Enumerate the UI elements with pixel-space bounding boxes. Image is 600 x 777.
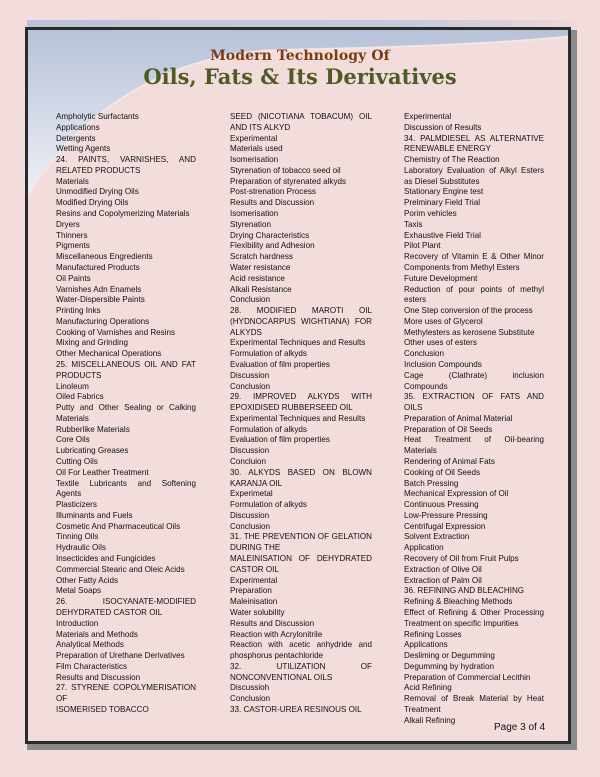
toc-entry: Miscellaneous Engredients xyxy=(56,252,153,262)
toc-entry: Rubberlike Materials xyxy=(56,424,130,434)
toc-entry: Conclusion xyxy=(230,521,271,531)
toc-entry: Application xyxy=(404,543,444,553)
toc-entry: Preparation of Commercial Lecithin xyxy=(404,672,531,682)
toc-entry: Insecticides and Fungicides xyxy=(56,554,156,564)
toc-entry: Results and Discussion xyxy=(56,672,141,682)
toc-entry: Stationary Engine test xyxy=(404,187,484,197)
toc-entry: Isomerisation xyxy=(230,209,279,219)
toc-entry: DEHYDRATED CASTOR OIL xyxy=(56,607,163,617)
toc-column-3 xyxy=(404,112,544,727)
toc-entry: Experimental Techniques and Results xyxy=(230,413,366,423)
toc-entry: Treatment on specific Impurities xyxy=(404,618,519,628)
toc-entry: Formulation of alkyds xyxy=(230,349,307,359)
toc-entry: Alkali Refining xyxy=(404,715,456,725)
toc-entry: Preparation of styrenated alkyds xyxy=(230,176,347,186)
toc-entry: Formulation of alkyds xyxy=(230,424,307,434)
toc-entry: Maleinisation xyxy=(230,597,278,607)
toc-entry: Refining & Bleaching Methods xyxy=(404,597,513,607)
toc-entry: Styrenation xyxy=(230,219,271,229)
toc-entry: Low-Pressure Pressing xyxy=(404,510,488,520)
toc-entry: Evaluation of film properties xyxy=(230,435,330,445)
toc-entry: 35. EXTRACTION OF FATS AND OILS xyxy=(404,392,544,413)
toc-entry: Other Fatty Acids xyxy=(56,575,119,585)
toc-entry: 32. UTILIZATION OF xyxy=(230,661,372,671)
toc-entry: Unmodified Drying Oils xyxy=(56,187,139,197)
toc-entry: Applications xyxy=(56,122,100,132)
toc-entry: Conclusion xyxy=(230,295,271,305)
toc-entry: Ampholytic Surfactants xyxy=(56,112,139,121)
toc-entry: Treatment xyxy=(404,704,441,714)
toc-entry: Modified Drying Oils xyxy=(56,198,129,208)
toc-entry: Formulation of alkyds xyxy=(230,500,307,510)
toc-entry: Degumming by hydration xyxy=(404,661,494,671)
toc-entry: Batch Pressing xyxy=(404,478,459,488)
toc-entry: Preparation of Animal Material xyxy=(404,413,513,423)
toc-entry: RELATED PRODUCTS xyxy=(56,165,141,175)
toc-entry: Oiled Fabrics xyxy=(56,392,104,402)
toc-entry: Detergents xyxy=(56,133,96,143)
toc-entry: Cutting Oils xyxy=(56,457,98,466)
toc-column-1 xyxy=(56,112,196,716)
toc-entry: 30. ALKYDS BASED ON BLOWN xyxy=(230,467,372,477)
toc-entry: Drying Characteristics xyxy=(230,230,310,240)
toc-entry: Effect of Refining & Other Processing xyxy=(404,607,544,617)
toc-entry: Conclusion xyxy=(404,349,445,359)
toc-entry: Preparation xyxy=(230,586,272,596)
toc-entry: Lubricating Greases xyxy=(56,446,129,456)
toc-entry: Compounds xyxy=(404,381,448,391)
toc-entry: 26. ISOCYANATE-MODIFIED xyxy=(56,597,196,607)
toc-entry: Discussion xyxy=(230,510,270,520)
toc-entry: Rendering of Animal Fats xyxy=(404,457,495,466)
toc-entry: Extraction of Olive Oil xyxy=(404,564,482,574)
toc-entry: Conclusion xyxy=(230,694,271,704)
toc-entry: Styrenation of tobacco seed oil xyxy=(230,165,341,175)
toc-entry: phosphorus pentachloride xyxy=(230,651,324,661)
toc-entry: Applications xyxy=(404,640,448,650)
toc-entry: Results and Discussion xyxy=(230,198,315,208)
toc-entry: Dryers xyxy=(56,219,80,229)
toc-entry: Solvent Extraction xyxy=(404,532,470,542)
page-number: Page 3 of 4 xyxy=(494,722,546,733)
toc-entry: Materials used xyxy=(230,144,283,154)
toc-entry: Cooking of Oil Seeds xyxy=(404,467,481,477)
toc-entry: Discussion xyxy=(230,370,270,380)
toc-entry: Chemistry of The Reaction xyxy=(404,155,500,165)
toc-entry: Recovery of Vitamin E & Other Minor xyxy=(404,252,544,262)
toc-entry: Experimental xyxy=(404,112,452,121)
toc-entry: Pigments xyxy=(56,241,90,251)
toc-entry: Introduction xyxy=(56,618,99,628)
toc-entry: Printing Inks xyxy=(56,306,101,316)
toc-entry: Manufactured Products xyxy=(56,262,140,272)
toc-entry: Reaction with acetic anhydride and xyxy=(230,640,372,650)
toc-entry: Acid resistance xyxy=(230,273,285,283)
toc-entry: Metal Soaps xyxy=(56,586,101,596)
toc-entry: 34. PALMDIESEL AS ALTERNATIVE xyxy=(404,133,544,143)
toc-entry: Cage (Clathrate) inclusion xyxy=(404,370,544,380)
toc-entry: Experimental xyxy=(230,575,278,585)
toc-entry: Textile Lubricants and Softening xyxy=(56,478,196,488)
toc-entry: Thinners xyxy=(56,230,88,240)
toc-entry: Experimental xyxy=(230,133,278,143)
toc-entry: Plasticizers xyxy=(56,500,97,510)
toc-entry: Post-strenation Process xyxy=(230,187,316,197)
toc-entry: Materials and Methods xyxy=(56,629,138,639)
toc-entry: DURING THE xyxy=(230,543,281,553)
toc-entry: Alkali Resistance xyxy=(230,284,292,294)
toc-entry: Prelminary Field Trial xyxy=(404,198,481,208)
toc-entry: Methylesters as kerosene Substitute xyxy=(404,327,535,337)
toc-entry: 29. IMPROVED ALKYDS WITH xyxy=(230,392,372,402)
document-title: Oils, Fats & Its Derivatives xyxy=(143,64,457,89)
toc-entry: Other uses of esters xyxy=(404,338,477,348)
toc-entry: Varnishes Adn Enamels xyxy=(56,284,142,294)
toc-entry: Desliming or Degumming xyxy=(404,651,495,661)
toc-entry: Conclusion xyxy=(230,381,271,391)
toc-entry: ISOMERISED TOBACCO xyxy=(56,704,149,714)
toc-entry: Discussion of Results xyxy=(404,122,482,132)
toc-entry: Inclusion Compounds xyxy=(404,359,482,369)
toc-entry: Analytical Methods xyxy=(56,640,124,650)
toc-entry: Reaction with Acrylonitrile xyxy=(230,629,323,639)
toc-entry: Reduction of pour points of methyl xyxy=(404,284,544,294)
toc-entry: Extraction of Palm Oil xyxy=(404,575,482,585)
toc-entry: Discussion xyxy=(230,446,270,456)
toc-entry: Components from Methyl Esters xyxy=(404,262,520,272)
toc-entry: Mixing and Grinding xyxy=(56,338,128,348)
toc-entry: Other Mechanical Operations xyxy=(56,349,162,359)
toc-entry: Experimetal xyxy=(230,489,273,499)
toc-entry: One Step conversion of the process xyxy=(404,306,533,316)
toc-entry: Laboratory Evaluation of Alkyl Esters xyxy=(404,165,544,175)
toc-entry: ALKYDS xyxy=(230,327,262,337)
toc-entry: (HYDNOCARPUS WIGHTIANA) FOR xyxy=(230,316,372,326)
toc-entry: Illuminants and Fuels xyxy=(56,510,133,520)
toc-entry: Cooking of Varnishes and Resins xyxy=(56,327,176,337)
toc-entry: Porim vehicles xyxy=(404,209,457,219)
toc-entry: 25. MISCELLANEOUS OIL AND FAT xyxy=(56,359,196,369)
toc-entry: Centrifugal Expression xyxy=(404,521,486,531)
toc-entry: Concluion xyxy=(230,457,266,466)
toc-entry: Pilot Plant xyxy=(404,241,441,251)
toc-entry: esters xyxy=(404,295,427,305)
toc-entry: EPOXIDISED RUBBERSEED OIL xyxy=(230,403,353,413)
toc-entry: Acid Refining xyxy=(404,683,452,693)
toc-entry: Water resistance xyxy=(230,262,291,272)
toc-entry: 31. THE PREVENTION OF GELATION xyxy=(230,532,372,542)
toc-entry: Water solubility xyxy=(230,607,285,617)
toc-entry: Linoleum xyxy=(56,381,89,391)
toc-entry: MALEINISATION OF DEHYDRATED xyxy=(230,554,372,564)
toc-entry: NONCONVENTIONAL OILS xyxy=(230,672,333,682)
toc-entry: Recovery of Oil from Fruit Pulps xyxy=(404,554,519,564)
toc-entry: Continuous Pressing xyxy=(404,500,479,510)
document-subtitle: Modern Technology Of xyxy=(210,48,390,64)
toc-entry: SEED (NICOTIANA TOBACUM) OIL xyxy=(230,112,372,121)
toc-entry: More uses of Glycerol xyxy=(404,316,483,326)
toc-entry: CASTOR OIL xyxy=(230,564,279,574)
toc-entry: Heat Treatment of Oil-bearing xyxy=(404,435,544,445)
toc-entry: Refining Losses xyxy=(404,629,462,639)
toc-entry: RENEWABLE ENERGY xyxy=(404,144,491,154)
toc-entry: Isomerisation xyxy=(230,155,279,165)
toc-entry: Wetting Agents xyxy=(56,144,111,154)
toc-entry: Materials xyxy=(404,446,437,456)
toc-entry: Core Oils xyxy=(56,435,90,445)
toc-entry: Water-Dispersible Paints xyxy=(56,295,145,305)
toc-entry: Experimental Techniques and Results xyxy=(230,338,366,348)
toc-entry: Removal of Break Material by Heat xyxy=(404,694,544,704)
toc-entry: Tinning Oils xyxy=(56,532,99,542)
toc-entry: Future Development xyxy=(404,273,478,283)
toc-entry: Evaluation of film properties xyxy=(230,359,330,369)
toc-entry: Putty and Other Sealing or Calking xyxy=(56,403,196,413)
toc-entry: as Diesel Substitutes xyxy=(404,176,480,186)
toc-column-2 xyxy=(230,112,372,716)
toc-entry: Manufacturing Operations xyxy=(56,316,150,326)
toc-entry: Materials xyxy=(56,176,89,186)
toc-entry: Mechanical Expression of Oil xyxy=(404,489,509,499)
toc-entry: Exhaustive Field Trial xyxy=(404,230,481,240)
toc-entry: Oil For Leather Treatment xyxy=(56,467,149,477)
toc-entry: Resins and Copolymerizing Materials xyxy=(56,209,190,219)
toc-entry: AND ITS ALKYD xyxy=(230,122,291,132)
toc-entry: 27. STYRENE COPOLYMERISATION OF xyxy=(56,683,196,704)
toc-entry: 33. CASTOR-UREA RESINOUS OIL xyxy=(230,704,362,714)
toc-entry: Results and Discussion xyxy=(230,618,315,628)
toc-entry: Flexibility and Adhesion xyxy=(230,241,315,251)
toc-entry: Cosmetic And Pharmaceutical Oils xyxy=(56,521,181,531)
toc-entry: Discussioh xyxy=(230,683,270,693)
toc-entry: Film Characteristics xyxy=(56,661,128,671)
toc-entry: Preparation of Urethane Derivatives xyxy=(56,651,185,661)
toc-entry: KARANJA OIL xyxy=(230,478,283,488)
toc-entry: 36. REFINING AND BLEACHING xyxy=(404,586,525,596)
toc-entry: Hydraulic Oils xyxy=(56,543,106,553)
toc-entry: Taxis xyxy=(404,219,423,229)
toc-entry: Materials xyxy=(56,413,89,423)
toc-entry: Preparation of Oil Seeds xyxy=(404,424,493,434)
toc-entry: Agents xyxy=(56,489,82,499)
toc-entry: Commercial Stearic and Oleic Acids xyxy=(56,564,185,574)
toc-entry: Oil Paints xyxy=(56,273,91,283)
toc-entry: Scratch hardness xyxy=(230,252,293,262)
toc-entry: 24. PAINTS, VARNISHES, AND xyxy=(56,155,196,165)
toc-entry: 28. MODIFIED MAROTI OIL xyxy=(230,306,372,316)
toc-entry: PRODUCTS xyxy=(56,370,102,380)
